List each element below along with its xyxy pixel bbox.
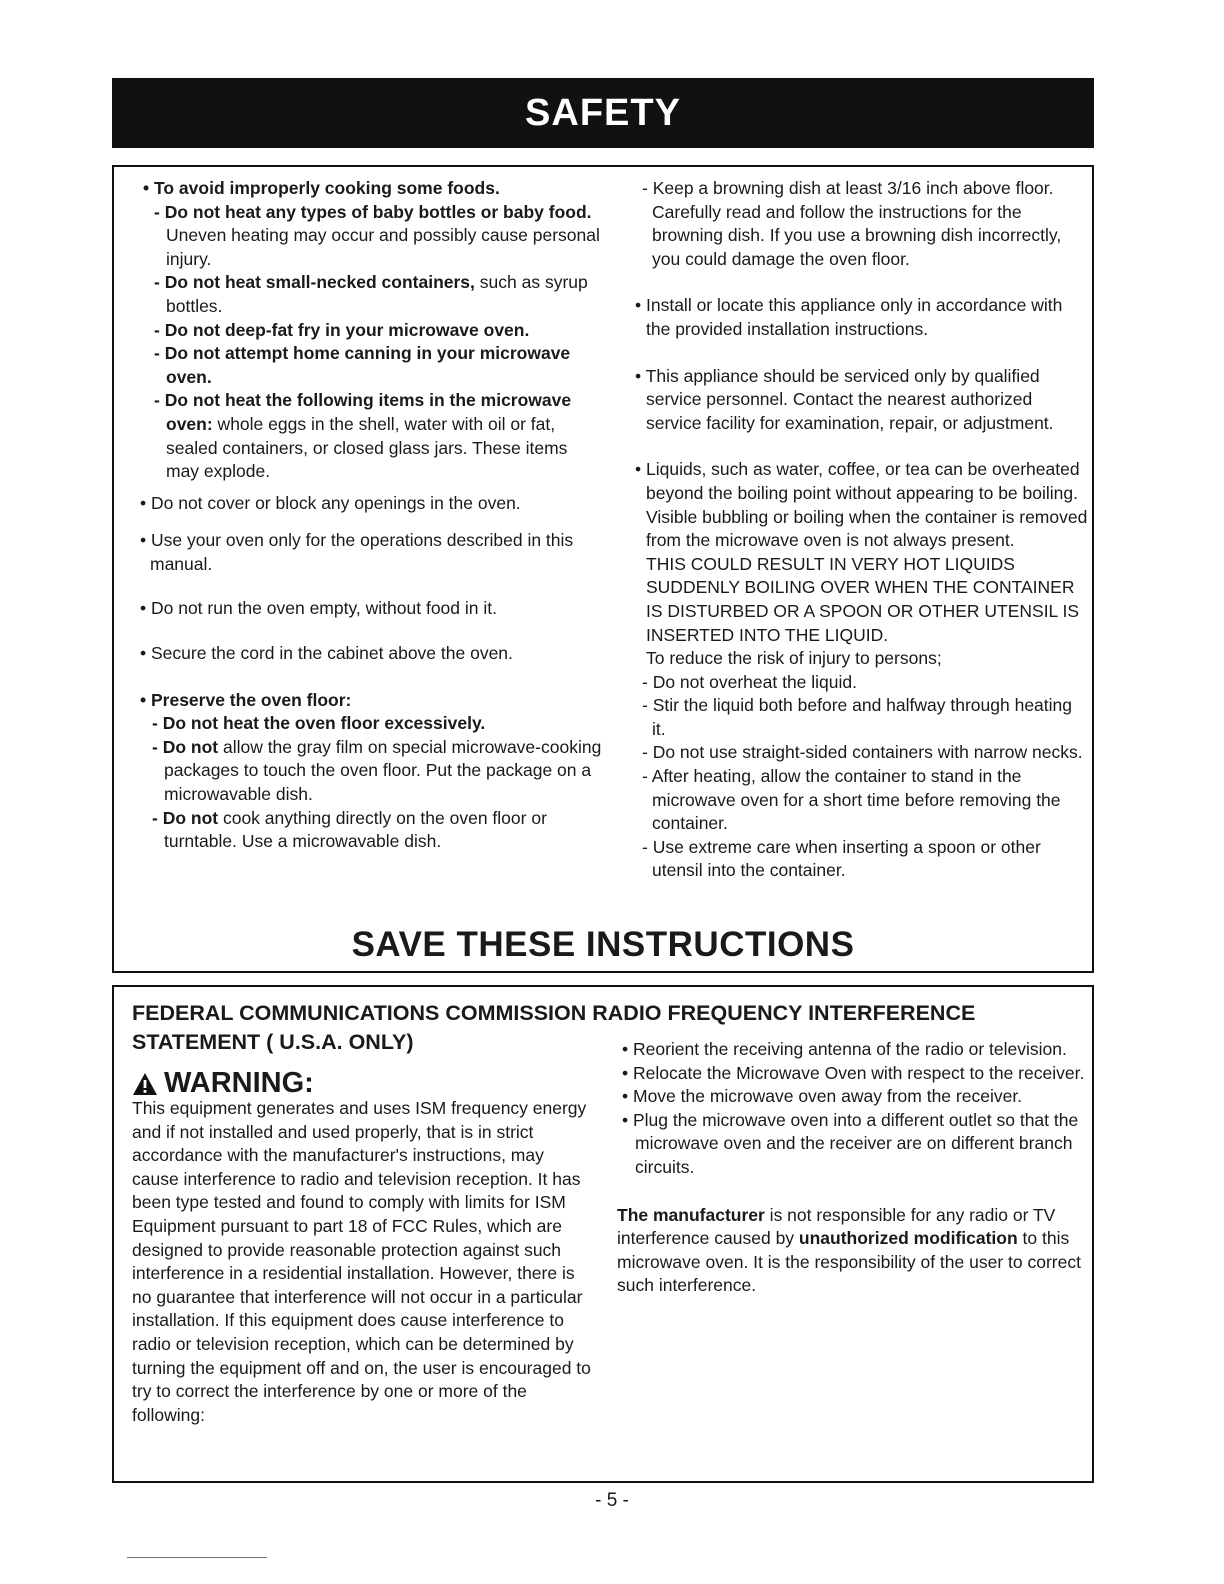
bullet-improper-cooking: • To avoid improperly cooking some foods. (143, 178, 500, 198)
fcc-right-column (617, 1038, 1087, 1298)
safety-right-column (629, 177, 1089, 883)
bullet-install: • Install or locate this appliance only in accordance with the provided installation instructions. (635, 295, 1063, 339)
sub-home-canning: - Do not attempt home canning in your microwave oven. (154, 343, 571, 387)
liquid-tip: - Stir the liquid both before and halfway through heating it. (642, 695, 1073, 739)
manufacturer-note: The manufacturer is not responsible for any radio or TV interference caused by unauthorized modification to this microwave oven. It is the responsibility of the user to correct such interference. (617, 1204, 1081, 1296)
bullet-openings: • Do not cover or block any openings in the oven. (140, 492, 521, 513)
sub-items-explode: - Do not heat the following items in the microwave oven: whole eggs in the shell, water with oil or fat, sealed containers, or closed glass jars. These items may explode. (154, 390, 572, 482)
bullet-preserve-floor: • Preserve the oven floor: (140, 689, 352, 710)
footer-rule (127, 1557, 267, 1558)
safety-banner: SAFETY (112, 78, 1094, 148)
sub-baby-bottles: - Do not heat any types of baby bottles or baby food. Uneven heating may occur and possibly cause personal injury. (154, 201, 600, 269)
bullet-secure-cord: • Secure the cord in the cabinet above the oven. (140, 643, 513, 664)
fcc-title: FEDERAL COMMUNICATIONS COMMISSION RADIO FREQUENCY INTERFERENCE STATEMENT ( U.S.A. ONLY) (132, 1001, 976, 1054)
sub-deep-fat-fry: - Do not deep-fat fry in your microwave oven. (154, 319, 530, 340)
warning-text: This equipment generates and uses ISM frequency energy and if not installed and used properly, that is in strict accordance with the manufacturer's instructions, may cause interference to radio and television reception. It has been type tested and found to comply with limits for ISM Equipment pursuant to part 18 of FCC Rules, which are designed to provide reasonable protection against such interference in a residential installation. However, there is no guarantee that interference will not occur in a particular installation. If this equipment does cause interference to radio or television reception, which can be determined by turning the equipment off and on, the user is encouraged to try to correct the interference by one or more of the following: (132, 1098, 591, 1425)
floor-sub-excessive: - Do not heat the oven floor excessively. (152, 713, 486, 734)
fcc-bullet: • Move the microwave oven away from the receiver. (622, 1086, 1023, 1107)
bullet-operations: • Use your oven only for the operations described in this manual. (140, 530, 574, 574)
save-instructions-heading: SAVE THESE INSTRUCTIONS (351, 925, 855, 964)
safety-left-column (134, 177, 604, 854)
liquid-tip: - Do not use straight-sided containers with narrow necks. (642, 742, 1083, 763)
fcc-box (112, 985, 1094, 1483)
fcc-bullet: • Plug the microwave oven into a different outlet so that the microwave oven and the receiver are on different branch circuits. (622, 1109, 1079, 1177)
page-number: - 5 - (595, 1490, 629, 1511)
liquids-warning-caps: THIS COULD RESULT IN VERY HOT LIQUIDS SUDDENLY BOILING OVER WHEN THE CONTAINER IS DISTURBED OR A SPOON OR OTHER UTENSIL IS INSERTED INTO THE LIQUID. (646, 553, 1080, 645)
bullet-run-empty: • Do not run the oven empty, without food in it. (140, 597, 497, 618)
fcc-bullet: • Relocate the Microwave Oven with respect to the receiver. (622, 1062, 1085, 1083)
liquid-tip: - After heating, allow the container to stand in the microwave oven for a short time before removing the container. (642, 766, 1061, 834)
floor-sub-turntable: - Do not cook anything directly on the oven floor or turntable. Use a microwavable dish. (152, 807, 547, 852)
warning-label: WARNING: (164, 1067, 314, 1099)
warning-triangle-icon (132, 1072, 158, 1096)
sub-small-necked: - Do not heat small-necked containers, such as syrup bottles. (154, 272, 588, 316)
bullet-service: • This appliance should be serviced only by qualified service personnel. Contact the nearest authorized service facility for examination, repair, or adjustment. (635, 365, 1054, 433)
bullet-liquids: • Liquids, such as water, coffee, or tea can be overheated beyond the boiling point without appearing to be boiling. Visible bubbling or boiling when the container is removed from the microwave oven is not always present. (635, 459, 1088, 551)
floor-sub-gray-film: - Do not allow the gray film on special microwave-cooking packages to touch the oven floor. Put the package on a microwavable dish. (152, 736, 602, 805)
browning-dish-note: - Keep a browning dish at least 3/16 inch above floor. Carefully read and follow the instructions for the browning dish. If you use a browning dish incorrectly, you could damage the oven floor. (642, 178, 1062, 269)
liquids-reduce-risk: To reduce the risk of injury to persons; (646, 648, 942, 669)
safety-box (112, 165, 1094, 973)
fcc-bullet: • Reorient the receiving antenna of the radio or television. (622, 1039, 1067, 1059)
warning-heading (132, 1067, 314, 1100)
liquid-tip: - Use extreme care when inserting a spoon or other utensil into the container. (642, 836, 1041, 881)
liquid-tip: - Do not overheat the liquid. (642, 671, 857, 692)
